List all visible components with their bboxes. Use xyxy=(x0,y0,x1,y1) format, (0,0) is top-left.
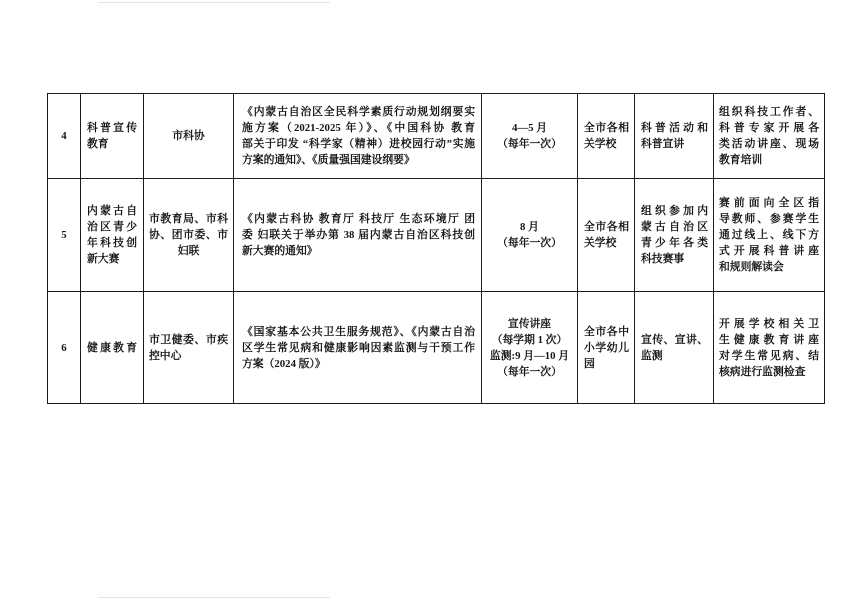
form-line: 科普活动和 xyxy=(641,122,708,134)
policy-basis-cell xyxy=(234,292,482,404)
form-line: 监测 xyxy=(641,349,663,362)
content-line: 赛前面向全区指 xyxy=(719,197,819,209)
policy-basis-cell xyxy=(234,179,482,292)
time-cell xyxy=(482,94,578,179)
item-line: 内蒙古自 xyxy=(87,205,137,217)
target-line: 全市各相 xyxy=(584,221,629,233)
content-line: 核病进行监测检查 xyxy=(719,365,806,378)
time-line: （每年一次） xyxy=(497,138,562,150)
item-line: 治区青少 xyxy=(87,221,137,233)
table-row xyxy=(48,94,825,179)
form-line: 科普宣讲 xyxy=(641,138,685,150)
scan-edge-line xyxy=(98,597,330,598)
policy-basis-line: 《国家基本公共卫生服务规范》、《内蒙古自治 xyxy=(242,325,475,338)
activity-schedule-table xyxy=(47,93,825,404)
policy-basis-line: 部关于印发 “科学家（精神）进校园行动”实施 xyxy=(242,138,475,150)
form-line: 组织参加内 xyxy=(641,205,708,217)
content-line: 导教师、参赛学生 xyxy=(719,213,819,225)
policy-basis-line: 《内蒙古自治区全民科学素质行动规划纲要实 xyxy=(242,106,475,118)
time-cell xyxy=(482,292,578,404)
content-cell xyxy=(714,179,825,292)
policy-basis-line: 委 妇联关于举办第 38 届内蒙古自治区科技创 xyxy=(242,229,475,241)
target-line: 关学校 xyxy=(584,138,617,150)
target-cell xyxy=(578,94,635,179)
policy-basis-line: 方案的通知》、《质量强国建设纲要》 xyxy=(242,154,415,166)
policy-basis-line: 施方案（2021-2025 年）》、《中国科协 教育 xyxy=(242,122,475,134)
responsible-unit-cell xyxy=(144,94,234,179)
item-cell xyxy=(81,94,144,179)
time-line: （每年一次） xyxy=(497,365,562,378)
content-line: 生健康教育讲座 xyxy=(719,333,819,346)
table-row xyxy=(48,179,825,292)
form-cell xyxy=(635,179,714,292)
item-line: 科普宣传 xyxy=(87,122,137,134)
row-number: 5 xyxy=(61,229,67,241)
content-cell xyxy=(714,292,825,404)
item-line: 健康教育 xyxy=(87,341,137,354)
form-line: 科技赛事 xyxy=(641,253,685,265)
content-line: 科普专家开展各 xyxy=(719,122,819,134)
responsible-unit-cell xyxy=(144,179,234,292)
content-line: 开展学校相关卫 xyxy=(719,317,819,330)
target-cell xyxy=(578,292,635,404)
responsible-unit-line: 协、团市委、市 xyxy=(149,229,228,241)
policy-basis-line: 《内蒙古科协 教育厅 科技厅 生态环境厅 团 xyxy=(242,213,475,225)
item-cell xyxy=(81,179,144,292)
time-line: 宣传讲座 xyxy=(507,317,552,330)
responsible-unit-line: 妇联 xyxy=(177,245,200,257)
policy-basis-line: 新大赛的通知》 xyxy=(242,245,318,257)
content-line: 类活动讲座、现场 xyxy=(719,138,819,150)
target-line: 全市各相 xyxy=(584,122,629,134)
time-line: 8 月 xyxy=(520,221,539,233)
content-line: 对学生常见病、结 xyxy=(719,349,819,362)
time-line: （每学期 1 次） xyxy=(491,333,568,346)
responsible-unit-cell xyxy=(144,292,234,404)
item-line: 教育 xyxy=(87,138,109,150)
row-number: 6 xyxy=(61,341,67,354)
time-cell xyxy=(482,179,578,292)
time-line: 监测:9 月—10 月 xyxy=(489,349,570,362)
form-line: 宣传、宣讲、 xyxy=(641,333,708,346)
responsible-unit-line: 市教育局、市科 xyxy=(149,213,228,225)
row-number-cell xyxy=(48,292,81,404)
responsible-unit-line: 控中心 xyxy=(149,349,182,362)
table-row xyxy=(48,292,825,404)
item-cell xyxy=(81,292,144,404)
responsible-unit-line: 市卫健委、市疾 xyxy=(149,333,228,346)
target-cell xyxy=(578,179,635,292)
target-line: 小学幼儿 xyxy=(584,341,629,354)
policy-basis-cell xyxy=(234,94,482,179)
target-line: 全市各中 xyxy=(584,325,629,338)
content-line: 通过线上、线下方 xyxy=(719,229,819,241)
content-line: 和规则解读会 xyxy=(719,261,784,273)
target-line: 关学校 xyxy=(584,237,617,249)
row-number-cell xyxy=(48,179,81,292)
time-line: （每年一次） xyxy=(497,237,562,249)
target-line: 园 xyxy=(584,357,595,370)
item-line: 年科技创 xyxy=(87,237,137,249)
scan-edge-line xyxy=(98,2,330,3)
content-cell xyxy=(714,94,825,179)
time-line: 4—5 月 xyxy=(511,122,548,134)
table-body xyxy=(48,94,825,404)
form-cell xyxy=(635,292,714,404)
policy-basis-line: 方案（2024 版）》 xyxy=(242,357,326,370)
content-line: 式开展科普讲座 xyxy=(719,245,819,257)
content-line: 组织科技工作者、 xyxy=(719,106,819,118)
form-line: 青少年各类 xyxy=(641,237,708,249)
policy-basis-line: 区学生常见病和健康影响因素监测与干预工作 xyxy=(242,341,475,354)
row-number-cell xyxy=(48,94,81,179)
responsible-unit-line: 市科协 xyxy=(172,130,205,142)
content-line: 教育培训 xyxy=(719,154,763,166)
form-line: 蒙古自治区 xyxy=(641,221,708,233)
row-number: 4 xyxy=(61,130,67,142)
form-cell xyxy=(635,94,714,179)
item-line: 新大赛 xyxy=(87,253,120,265)
